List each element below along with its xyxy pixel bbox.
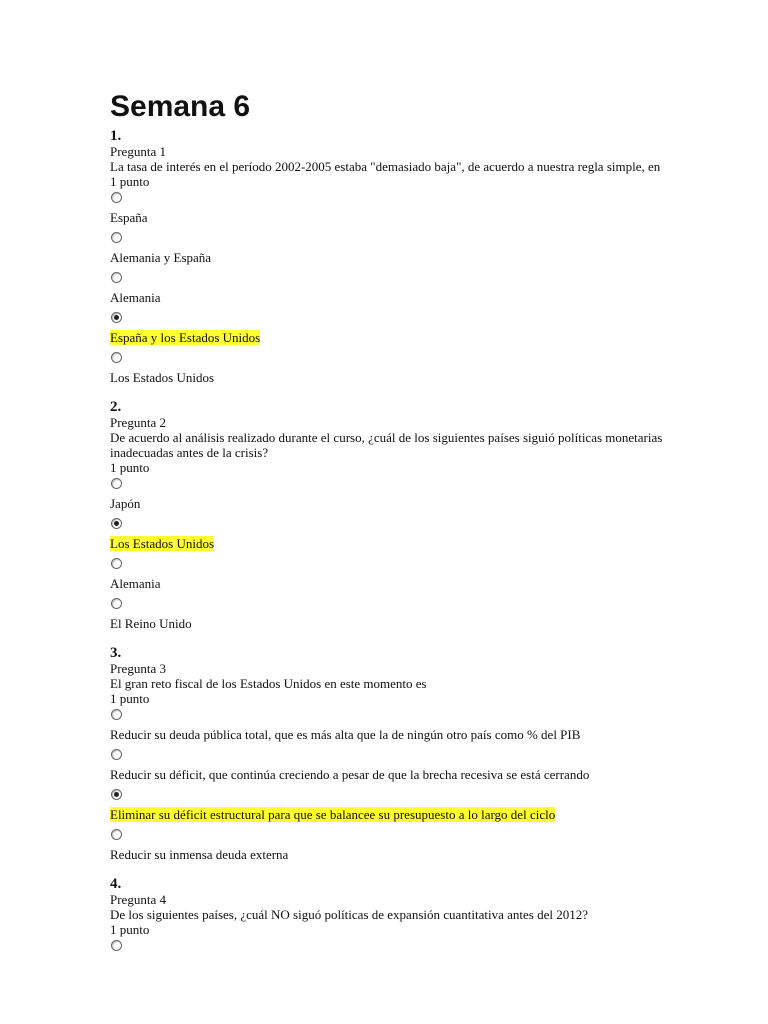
option-label: Alemania y España — [110, 250, 212, 265]
question-number: 2. — [110, 399, 122, 415]
option-label-highlighted: Los Estados Unidos — [110, 536, 214, 551]
answer-option — [110, 598, 710, 635]
radio-button-selected[interactable] — [111, 312, 122, 323]
radio-button[interactable] — [111, 232, 122, 243]
answer-option-selected — [110, 312, 710, 349]
option-label: Alemania — [110, 290, 161, 305]
answer-option — [110, 940, 710, 951]
radio-button[interactable] — [111, 940, 122, 951]
answer-option — [110, 749, 710, 786]
option-label: Reducir su déficit, que continúa creciendo a pesar de que la brecha recesiva se está cerrando — [110, 767, 590, 782]
radio-button[interactable] — [111, 272, 122, 283]
question-points: 1 punto — [110, 460, 150, 475]
question-number: 4. — [110, 876, 122, 892]
document — [110, 88, 710, 958]
answer-option — [110, 272, 710, 309]
question-text: De acuerdo al análisis realizado durante el curso, ¿cuál de los siguientes países siguió políticas monetarias inadecuadas antes de la crisis? — [110, 430, 663, 460]
answer-option-selected — [110, 789, 710, 826]
question-number: 1. — [110, 128, 122, 144]
question-text: De los siguientes países, ¿cuál NO siguó políticas de expansión cuantitativa antes del 2012? — [110, 907, 588, 922]
answer-option — [110, 352, 710, 389]
radio-button[interactable] — [111, 192, 122, 203]
answer-option — [110, 232, 710, 269]
question-1 — [110, 128, 710, 389]
question-points: 1 punto — [110, 922, 150, 937]
option-label-highlighted: España y los Estados Unidos — [110, 330, 261, 345]
radio-button[interactable] — [111, 478, 122, 489]
option-label: Reducir su deuda pública total, que es más alta que la de ningún otro país como % del PIB — [110, 727, 581, 742]
option-label: Alemania — [110, 576, 161, 591]
option-label: Japón — [110, 496, 141, 511]
answer-option — [110, 558, 710, 595]
question-2 — [110, 399, 710, 635]
page-title: Semana 6 — [110, 90, 251, 123]
radio-button[interactable] — [111, 829, 122, 840]
question-label: Pregunta 2 — [110, 415, 166, 430]
radio-button[interactable] — [111, 598, 122, 609]
radio-button-selected[interactable] — [111, 789, 122, 800]
option-label: Los Estados Unidos — [110, 370, 214, 385]
option-label: Reducir su inmensa deuda externa — [110, 847, 289, 862]
question-text: El gran reto fiscal de los Estados Unidos en este momento es — [110, 676, 427, 691]
radio-button[interactable] — [111, 749, 122, 760]
answer-option — [110, 709, 710, 746]
option-label-highlighted: Eliminar su déficit estructural para que se balancee su presupuesto a lo largo del ciclo — [110, 807, 556, 822]
question-3 — [110, 645, 710, 866]
question-points: 1 punto — [110, 174, 150, 189]
question-number: 3. — [110, 645, 122, 661]
answer-option — [110, 829, 710, 866]
radio-button-selected[interactable] — [111, 518, 122, 529]
question-points: 1 punto — [110, 691, 150, 706]
question-4 — [110, 876, 710, 951]
question-label: Pregunta 4 — [110, 892, 166, 907]
radio-button[interactable] — [111, 709, 122, 720]
answer-option-selected — [110, 518, 710, 555]
answer-option — [110, 478, 710, 515]
question-text: La tasa de interés en el período 2002-2005 estaba "demasiado baja", de acuerdo a nuestra regla simple, en — [110, 159, 661, 174]
radio-button[interactable] — [111, 352, 122, 363]
answer-option — [110, 192, 710, 229]
question-label: Pregunta 3 — [110, 661, 166, 676]
option-label: El Reino Unido — [110, 616, 192, 631]
question-label: Pregunta 1 — [110, 144, 166, 159]
option-label: España — [110, 210, 148, 225]
radio-button[interactable] — [111, 558, 122, 569]
